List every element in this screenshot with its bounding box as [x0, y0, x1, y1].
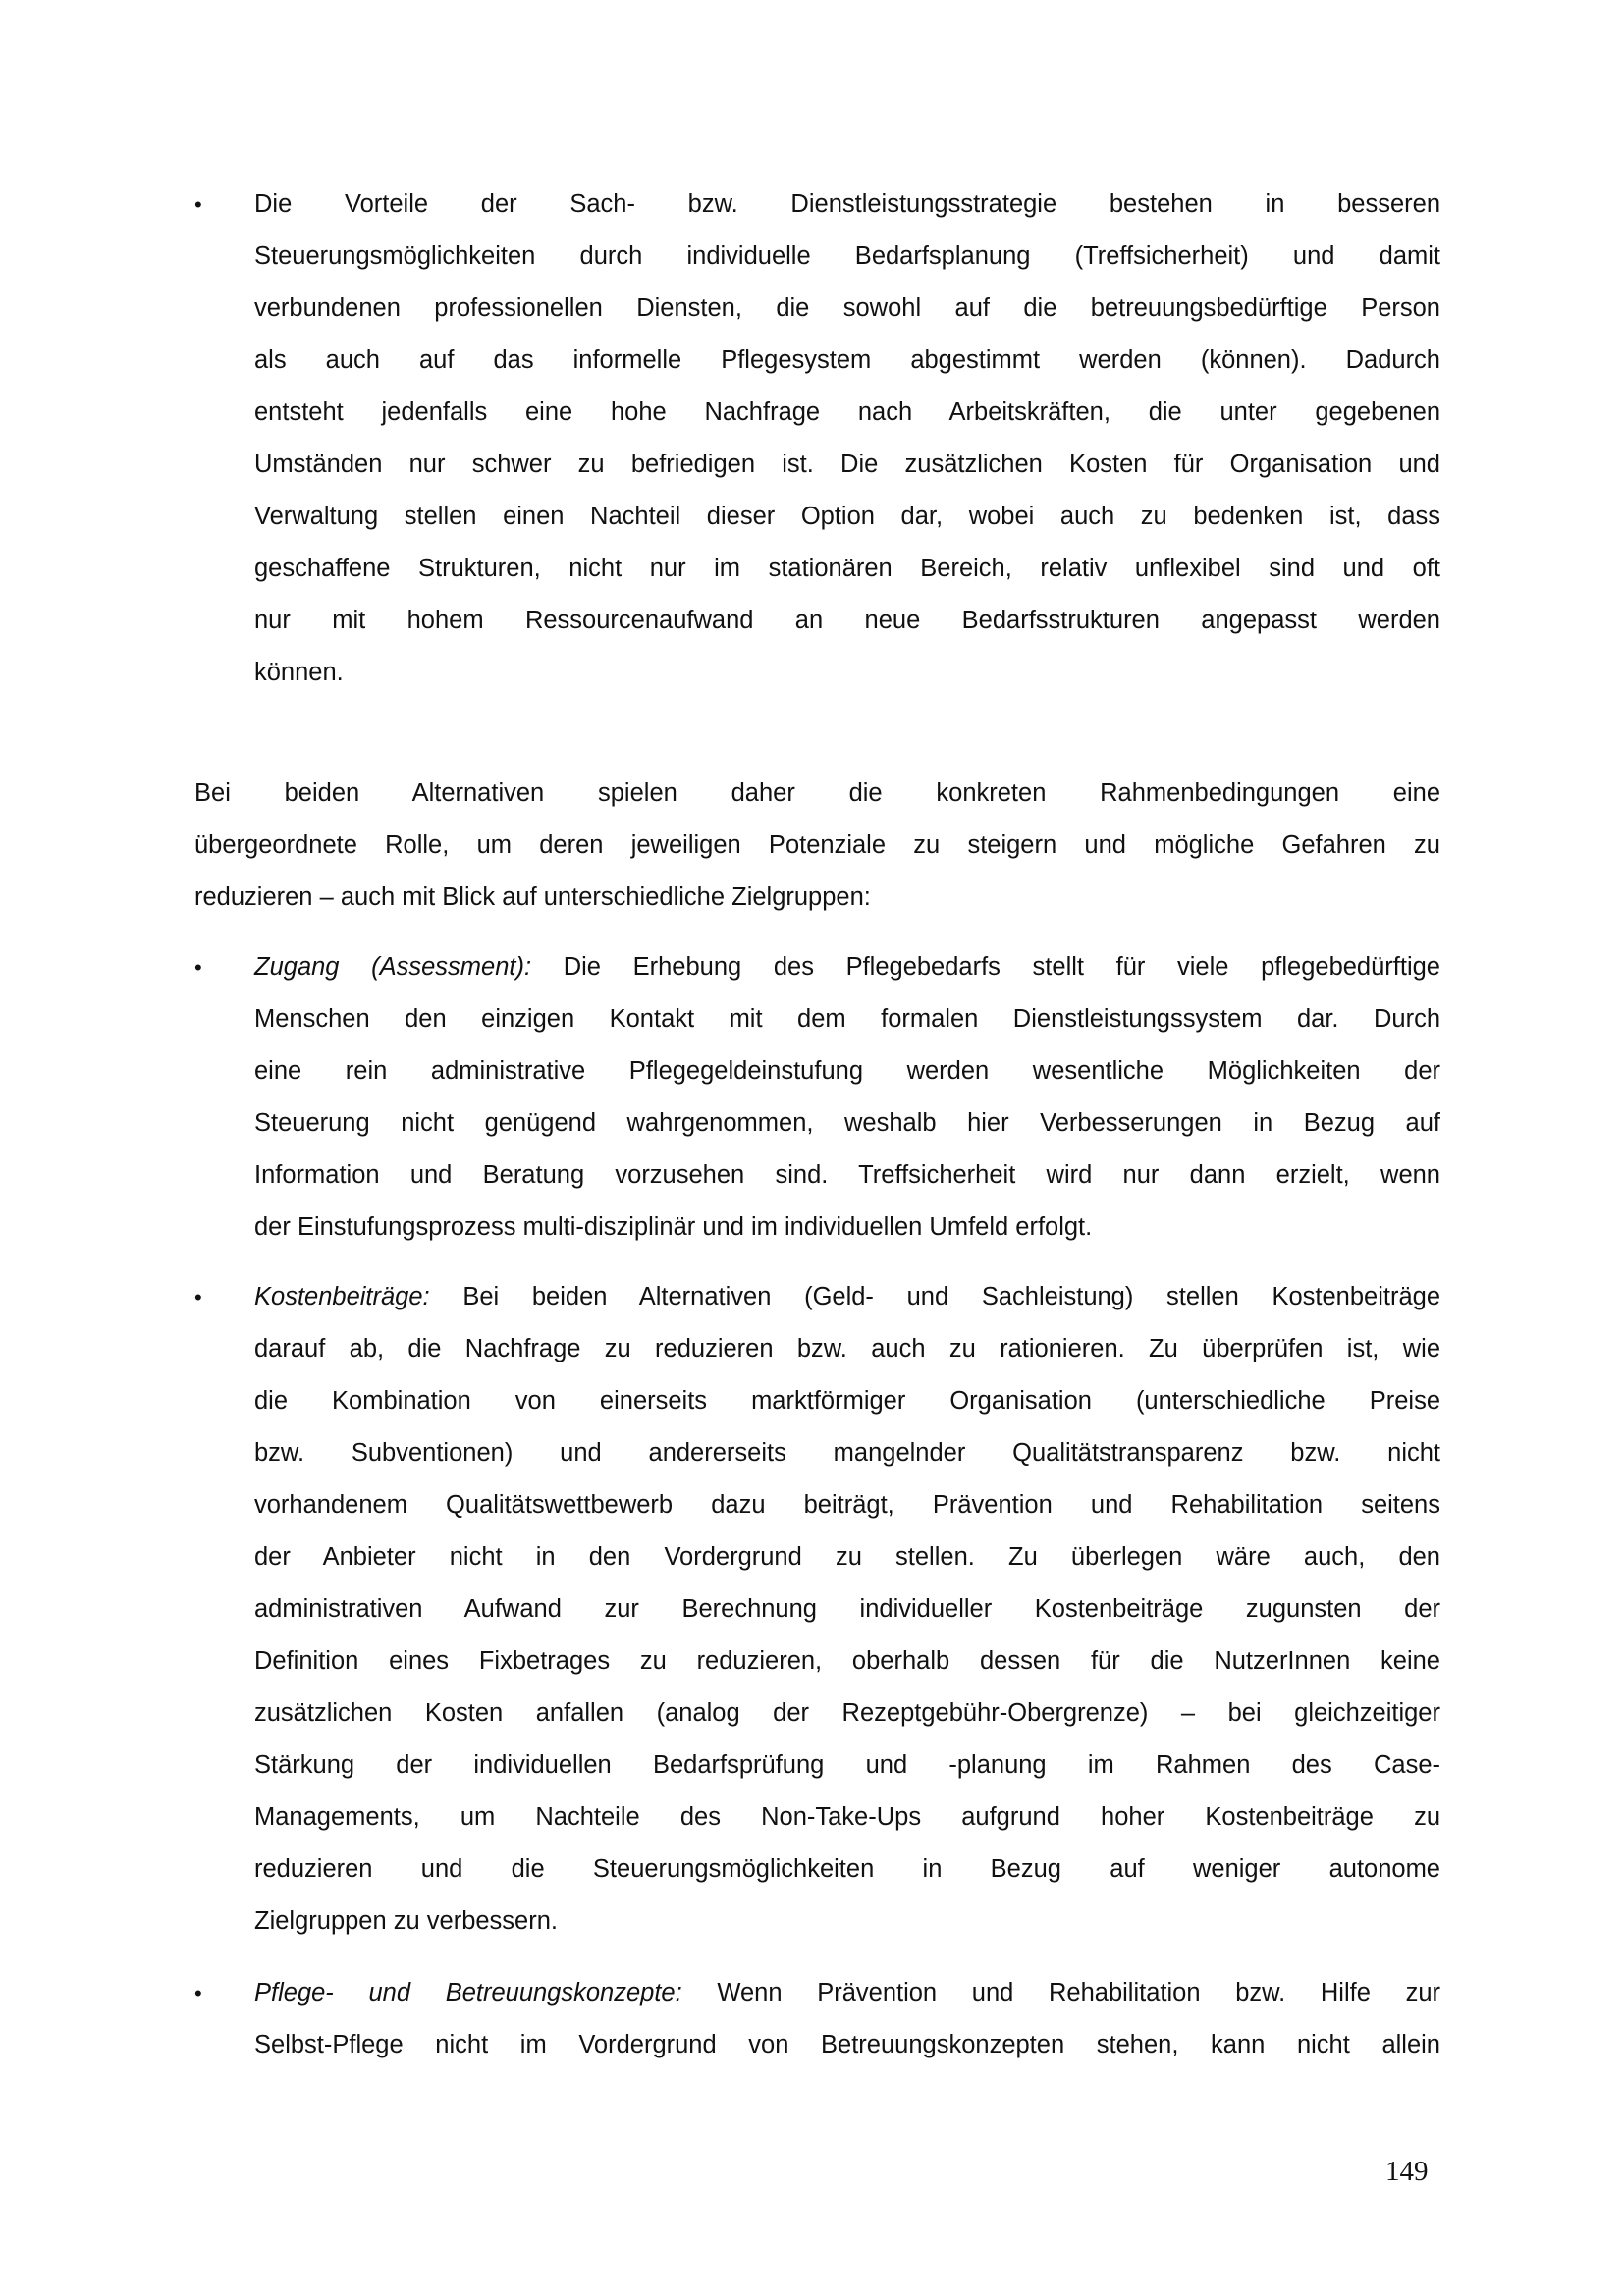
text-line — [254, 941, 1440, 993]
text-line: administrativen Aufwand zur Berechnung individueller Kostenbeiträge zugunsten der — [254, 1595, 1440, 1623]
text-line: der Anbieter nicht in den Vordergrund zu stellen. Zu überlegen wäre auch, den — [254, 1543, 1440, 1571]
text-line: übergeordnete Rolle, um deren jeweiligen Potenziale zu steigern und mögliche Gefahren zu — [194, 831, 1440, 859]
bullet-item — [194, 179, 1440, 699]
text-line: eine rein administrative Pflegegeldeinstufung werden wesentliche Möglichkeiten der — [254, 1057, 1440, 1085]
text-line: entsteht jedenfalls eine hohe Nachfrage nach Arbeitskräften, die unter gegebenen — [254, 399, 1440, 426]
text-line: zusätzlichen Kosten anfallen (analog der Rezeptgebühr-Obergrenze) – bei gleichzeitiger — [254, 1699, 1440, 1727]
text-span: Wenn Prävention und Rehabilitation bzw. Hilfe zur — [681, 1979, 1441, 2006]
text-span: Die Erhebung des Pflegebedarfs stellt für viele pflegebedürftige — [531, 953, 1440, 981]
text-line: darauf ab, die Nachfrage zu reduzieren bzw. auch zu rationieren. Zu überprüfen ist, wie — [254, 1335, 1440, 1362]
bullet-icon: • — [194, 1981, 202, 2005]
page-number: 149 — [1385, 2156, 1429, 2187]
text-line: vorhandenem Qualitätswettbewerb dazu beiträgt, Prävention und Rehabilitation seitens — [254, 1491, 1440, 1519]
text-line: können. — [254, 659, 344, 686]
text-line: als auch auf das informelle Pflegesystem abgestimmt werden (können). Dadurch — [254, 347, 1440, 374]
bullet-lead-label: Zugang (Assessment): — [254, 953, 532, 981]
text-line: bzw. Subventionen) und andererseits mangelnder Qualitätstransparenz bzw. nicht — [254, 1439, 1440, 1467]
text-line: Information und Beratung vorzusehen sind. Treffsicherheit wird nur dann erzielt, wenn — [254, 1161, 1440, 1189]
bullet-icon: • — [194, 1285, 202, 1309]
text-line — [254, 1271, 1440, 1323]
text-line: Steuerungsmöglichkeiten durch individuelle Bedarfsplanung (Treffsicherheit) und damit — [254, 242, 1440, 270]
text-line: Verwaltung stellen einen Nachteil dieser Option dar, wobei auch zu bedenken ist, dass — [254, 503, 1440, 530]
text-line: Steuerung nicht genügend wahrgenommen, weshalb hier Verbesserungen in Bezug auf — [254, 1109, 1440, 1137]
bullet-icon: • — [194, 192, 202, 217]
text-line: Bei beiden Alternativen spielen daher die konkreten Rahmenbedingungen eine — [194, 779, 1440, 807]
text-line: Stärkung der individuellen Bedarfsprüfung und -planung im Rahmen des Case- — [254, 1751, 1440, 1779]
bullet-lead-label: Kostenbeiträge: — [254, 1283, 430, 1310]
text-line: die Kombination von einerseits marktförmiger Organisation (unterschiedliche Preise — [254, 1387, 1440, 1415]
text-span: Bei beiden Alternativen (Geld- und Sachleistung) stellen Kostenbeiträge — [429, 1283, 1440, 1310]
text-line: Zielgruppen zu verbessern. — [254, 1907, 559, 1935]
text-line: verbundenen professionellen Diensten, die sowohl auf die betreuungsbedürftige Person — [254, 294, 1440, 322]
text-line: nur mit hohem Ressourcenaufwand an neue Bedarfsstrukturen angepasst werden — [254, 607, 1440, 634]
text-line: der Einstufungsprozess multi-disziplinär und im individuellen Umfeld erfolgt. — [254, 1213, 1093, 1241]
text-line: geschaffene Strukturen, nicht nur im stationären Bereich, relativ unflexibel sind und oft — [254, 555, 1440, 582]
text-line: reduzieren – auch mit Blick auf unterschiedliche Zielgruppen: — [194, 883, 871, 911]
text-line: Definition eines Fixbetrages zu reduzieren, oberhalb dessen für die NutzerInnen keine — [254, 1647, 1440, 1675]
paragraph — [194, 768, 1440, 924]
text-line: Umständen nur schwer zu befriedigen ist. Die zusätzlichen Kosten für Organisation und — [254, 451, 1440, 478]
bullet-item — [194, 1967, 1441, 2071]
text-line — [254, 1967, 1440, 2019]
bullet-item — [194, 941, 1440, 1254]
bullet-icon: • — [194, 955, 202, 980]
text-line: Selbst-Pflege nicht im Vordergrund von Betreuungskonzepten stehen, kann nicht allein — [254, 2031, 1440, 2058]
bullet-lead-label: Pflege- und Betreuungskonzepte: — [254, 1979, 682, 2006]
text-line: Menschen den einzigen Kontakt mit dem formalen Dienstleistungssystem dar. Durch — [254, 1005, 1440, 1033]
text-line: reduzieren und die Steuerungsmöglichkeiten in Bezug auf weniger autonome — [254, 1855, 1440, 1883]
text-line: Managements, um Nachteile des Non-Take-Ups aufgrund hoher Kostenbeiträge zu — [254, 1803, 1440, 1831]
bullet-item — [194, 1271, 1440, 1948]
text-line: Die Vorteile der Sach- bzw. Dienstleistungsstrategie bestehen in besseren — [254, 190, 1440, 218]
